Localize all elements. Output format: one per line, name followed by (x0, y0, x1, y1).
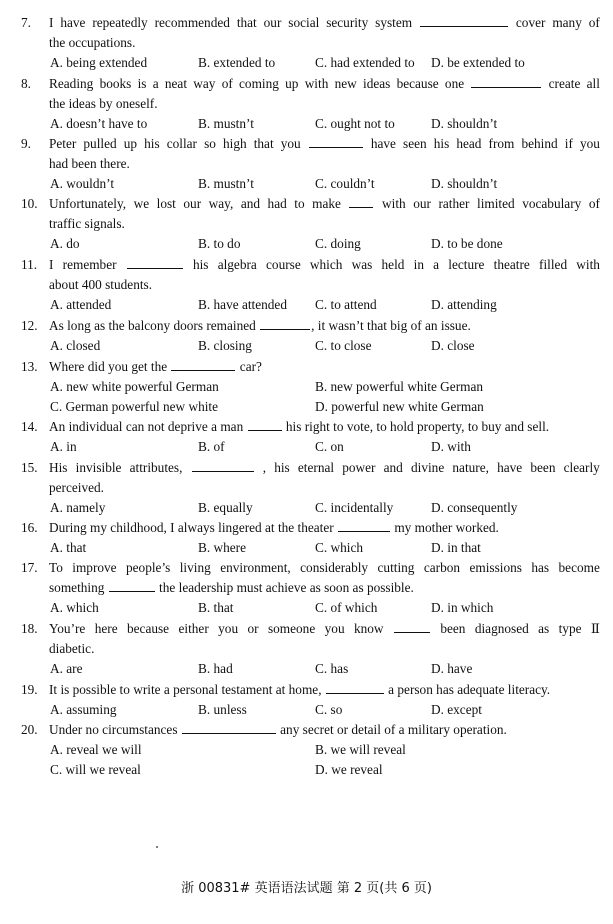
stem-word: have (60, 15, 86, 30)
stem-text: about 400 students. (49, 277, 153, 292)
stem-word: of (588, 15, 600, 30)
stem-text: had been there. (49, 156, 130, 171)
stem-text: my mother worked. (391, 520, 499, 535)
stem-word: vocabulary (522, 196, 582, 211)
stem-word: was (351, 257, 373, 272)
option-a: A. which (50, 600, 99, 615)
option-d: D. shouldn’t (431, 116, 498, 131)
stem-word: way, (208, 196, 234, 211)
stem-word: many (552, 15, 582, 30)
stem-text: diabetic. (49, 641, 95, 656)
stem-word: his (433, 136, 450, 151)
stem-text: any secret or detail of a military operation. (276, 722, 507, 737)
option-a: A. doesn’t have to (50, 116, 148, 131)
stem-word: from (488, 136, 515, 151)
stem-word: I (49, 257, 54, 272)
option-b: B. that (198, 600, 234, 615)
stem-word: a (433, 257, 440, 272)
stem-word: been (440, 621, 466, 636)
option-b: B. have attended (198, 297, 287, 312)
stem-word: lost (156, 196, 176, 211)
option-c: C. has (315, 661, 349, 676)
stem-word: someone (267, 621, 316, 636)
question-stem-line (49, 34, 135, 52)
question-number: 19. (21, 682, 38, 697)
stem-text: car? (236, 359, 262, 374)
stray-dot (156, 846, 158, 848)
stem-word: considerably (300, 560, 369, 575)
stem-word: his (274, 460, 290, 475)
stem-word: living (179, 560, 211, 575)
question-stem-line (49, 640, 94, 658)
stem-word: in (413, 257, 424, 272)
question-number: 7. (21, 15, 31, 30)
question-stem-line (49, 276, 152, 294)
stem-word: divine (410, 460, 445, 475)
question-number: 12. (21, 318, 38, 333)
answer-blank (182, 721, 276, 734)
stem-word: remember (62, 257, 117, 272)
option-d: D. close (431, 338, 475, 353)
stem-word: with (382, 196, 406, 211)
stem-word: make (312, 196, 341, 211)
stem-word: you (324, 621, 345, 636)
option-a: A. do (50, 236, 80, 251)
question-stem-line (49, 135, 600, 153)
stem-word: collar (166, 136, 197, 151)
stem-word: which (309, 257, 343, 272)
stem-word: Reading (49, 76, 94, 91)
option-b: B. extended to (198, 55, 276, 70)
answer-blank (192, 459, 254, 472)
stem-word: you (218, 621, 239, 636)
stem-text: It is possible to write a personal testament at home, (49, 682, 325, 697)
question-stem-line (49, 256, 600, 274)
question-number: 8. (21, 76, 31, 91)
stem-word: and (383, 460, 403, 475)
stem-word: up (285, 76, 299, 91)
stem-word: all (586, 76, 600, 91)
option-a: A. wouldn’t (50, 176, 115, 191)
option-c: C. couldn’t (315, 176, 375, 191)
question-stem-line (49, 75, 600, 93)
answer-blank (394, 620, 430, 633)
option-a: A. assuming (50, 702, 117, 717)
stem-word: cover (515, 15, 546, 30)
stem-word: neat (164, 76, 188, 91)
stem-word: as (538, 621, 550, 636)
stem-word: our (183, 196, 202, 211)
stem-word: a (152, 76, 159, 91)
stem-word: that (253, 136, 274, 151)
stem-word: limited (477, 196, 515, 211)
answer-blank (349, 195, 373, 208)
stem-word: have (370, 136, 396, 151)
option-c: C. will we reveal (50, 762, 141, 777)
option-d: D. shouldn’t (431, 176, 498, 191)
option-d: D. have (431, 661, 473, 676)
answer-blank (326, 681, 384, 694)
stem-text: something (49, 580, 108, 595)
stem-word: invisible (75, 460, 122, 475)
stem-word: become (558, 560, 600, 575)
option-c: C. incidentally (315, 500, 394, 515)
stem-text: the occupations. (49, 35, 136, 50)
stem-word: here (94, 621, 118, 636)
option-c: C. of which (315, 600, 378, 615)
answer-blank (127, 256, 183, 269)
option-d: D. with (431, 439, 471, 454)
option-b: B. we will reveal (315, 742, 406, 757)
option-d: D. to be done (431, 236, 503, 251)
stem-text: the leadership must achieve as soon as possible. (155, 580, 414, 595)
option-d: D. in which (431, 600, 494, 615)
stem-word: social (288, 15, 320, 30)
option-d: D. except (431, 702, 482, 717)
option-a: A. are (50, 661, 83, 676)
answer-blank (248, 418, 282, 431)
answer-blank (171, 358, 235, 371)
option-a: A. that (50, 540, 87, 555)
option-b: B. unless (198, 702, 247, 717)
question-number: 10. (21, 196, 38, 211)
stem-word: his (144, 136, 160, 151)
stem-text: the ideas by oneself. (49, 96, 158, 111)
stem-word: so (204, 136, 216, 151)
question-stem-line (49, 459, 600, 477)
stem-word: diagnosed (474, 621, 529, 636)
option-b: B. mustn’t (198, 116, 254, 131)
stem-word: new (334, 76, 357, 91)
option-b: B. closing (198, 338, 252, 353)
stem-word: Ⅱ (590, 621, 600, 636)
option-a: A. namely (50, 500, 106, 515)
stem-word: theatre (493, 257, 530, 272)
stem-word: of (221, 76, 233, 91)
stem-word: have (497, 460, 523, 475)
stem-word: rather (438, 196, 470, 211)
stem-word: people’s (126, 560, 171, 575)
stem-word: to (294, 196, 305, 211)
question-stem-line (49, 215, 125, 233)
option-b: B. of (198, 439, 225, 454)
question-number: 16. (21, 520, 38, 535)
stem-word: had (267, 196, 287, 211)
option-b: B. to do (198, 236, 241, 251)
stem-text: An individual can not deprive a man (49, 419, 247, 434)
option-a: A. attended (50, 297, 112, 312)
stem-word: been (530, 460, 556, 475)
stem-word: I (49, 15, 54, 30)
option-c: C. so (315, 702, 343, 717)
stem-word: head (456, 136, 482, 151)
stem-word: that (236, 15, 257, 30)
stem-text: During my childhood, I always lingered at the theater (49, 520, 338, 535)
question-stem-line (49, 479, 104, 497)
option-b: B. mustn’t (198, 176, 254, 191)
question-stem-line (49, 579, 414, 597)
option-b: B. had (198, 661, 233, 676)
page-footer: 浙 00831# 英语语法试题 第 2 页(共 6 页) (181, 881, 432, 896)
question-stem-line (49, 559, 600, 577)
stem-text: Where did you get the (49, 359, 171, 374)
stem-word: because (396, 76, 439, 91)
stem-word: of (588, 196, 600, 211)
question-number: 11. (21, 257, 38, 272)
stem-word: attributes, (129, 460, 183, 475)
question-stem-line (49, 681, 550, 699)
question-number: 13. (21, 359, 38, 374)
stem-word: our (413, 196, 431, 211)
stem-word: emissions (469, 560, 522, 575)
stem-word: security (326, 15, 369, 30)
answer-blank (109, 579, 155, 592)
stem-word: because (127, 621, 170, 636)
stem-word: Peter (49, 136, 77, 151)
stem-word: way (193, 76, 216, 91)
option-d: D. powerful new white German (315, 399, 484, 414)
stem-word: either (178, 621, 209, 636)
answer-blank (309, 135, 363, 148)
option-d: D. attending (431, 297, 497, 312)
stem-word: we (133, 196, 150, 211)
option-b: B. equally (198, 500, 253, 515)
answer-blank (420, 14, 508, 27)
option-a: A. in (50, 439, 77, 454)
option-c: C. doing (315, 236, 361, 251)
option-a: A. reveal we will (50, 742, 142, 757)
stem-word: with (304, 76, 329, 91)
option-a: A. closed (50, 338, 101, 353)
question-stem-line (49, 519, 499, 537)
question-number: 17. (21, 560, 38, 575)
question-number: 15. (21, 460, 38, 475)
option-a: A. new white powerful German (50, 379, 219, 394)
stem-word: high (222, 136, 247, 151)
stem-word: His (49, 460, 68, 475)
answer-blank (338, 519, 390, 532)
stem-word: environment, (220, 560, 291, 575)
stem-text: , it wasn’t that big of an issue. (311, 318, 471, 333)
stem-word: books (99, 76, 132, 91)
stem-word: behind (521, 136, 558, 151)
stem-word: pulled (83, 136, 117, 151)
stem-text: Under no circumstances (49, 722, 181, 737)
question-stem-line (49, 418, 549, 436)
question-number: 20. (21, 722, 38, 737)
stem-word: his (192, 257, 209, 272)
stem-word: and (240, 196, 261, 211)
stem-word: you (280, 136, 301, 151)
stem-word: course (266, 257, 301, 272)
stem-word: To (49, 560, 63, 575)
question-stem-line (49, 317, 471, 335)
option-c: C. had extended to (315, 55, 415, 70)
stem-word: type (558, 621, 582, 636)
question-number: 14. (21, 419, 38, 434)
question-stem-line (49, 14, 600, 32)
option-c: C. ought not to (315, 116, 395, 131)
option-d: D. be extended to (431, 55, 525, 70)
stem-text: his right to vote, to hold property, to buy and sell. (282, 419, 550, 434)
stem-word: our (263, 15, 282, 30)
stem-word: ideas (363, 76, 391, 91)
option-c: C. German powerful new white (50, 399, 219, 414)
stem-word: has (531, 560, 550, 575)
stem-word: carbon (423, 560, 461, 575)
option-b: B. where (198, 540, 246, 555)
question-stem-line (49, 620, 600, 638)
stem-word: power (342, 460, 376, 475)
stem-word: create (548, 76, 581, 91)
stem-word: nature, (452, 460, 489, 475)
question-number: 9. (21, 136, 31, 151)
stem-word: seen (403, 136, 427, 151)
question-stem-line (49, 195, 600, 213)
stem-word: or (247, 621, 259, 636)
stem-word: if (564, 136, 573, 151)
answer-blank (471, 75, 541, 88)
stem-word: recommended (154, 15, 230, 30)
stem-word: improve (72, 560, 117, 575)
option-c: C. on (315, 439, 344, 454)
option-a: A. being extended (50, 55, 148, 70)
option-b: B. new powerful white German (315, 379, 484, 394)
option-c: C. to close (315, 338, 372, 353)
option-c: C. to attend (315, 297, 377, 312)
option-d: D. in that (431, 540, 481, 555)
question-stem-line (49, 721, 507, 739)
stem-word: you (579, 136, 600, 151)
stem-text: a person has adequate literacy. (384, 682, 551, 697)
stem-text: perceived. (49, 480, 104, 495)
stem-word: system (375, 15, 413, 30)
stem-text: traffic signals. (49, 216, 125, 231)
question-stem-line (49, 95, 158, 113)
stem-word: is (137, 76, 147, 91)
stem-word: , (262, 460, 267, 475)
stem-word: repeatedly (92, 15, 148, 30)
option-d: D. we reveal (315, 762, 383, 777)
stem-word: coming (239, 76, 279, 91)
stem-word: know (353, 621, 384, 636)
option-d: D. consequently (431, 500, 518, 515)
stem-text: As long as the balcony doors remained (49, 318, 260, 333)
question-stem-line (49, 155, 130, 173)
question-stem-line (49, 358, 262, 376)
stem-word: You’re (49, 621, 86, 636)
stem-word: lecture (448, 257, 485, 272)
stem-word: held (381, 257, 405, 272)
stem-word: Unfortunately, (49, 196, 127, 211)
stem-word: filled (539, 257, 568, 272)
stem-word: algebra (217, 257, 257, 272)
question-number: 18. (21, 621, 38, 636)
stem-word: with (576, 257, 600, 272)
stem-word: eternal (297, 460, 335, 475)
option-c: C. which (315, 540, 364, 555)
stem-word: one (444, 76, 465, 91)
stem-word: cutting (377, 560, 415, 575)
stem-word: clearly (563, 460, 600, 475)
stem-word: up (123, 136, 138, 151)
answer-blank (260, 317, 310, 330)
